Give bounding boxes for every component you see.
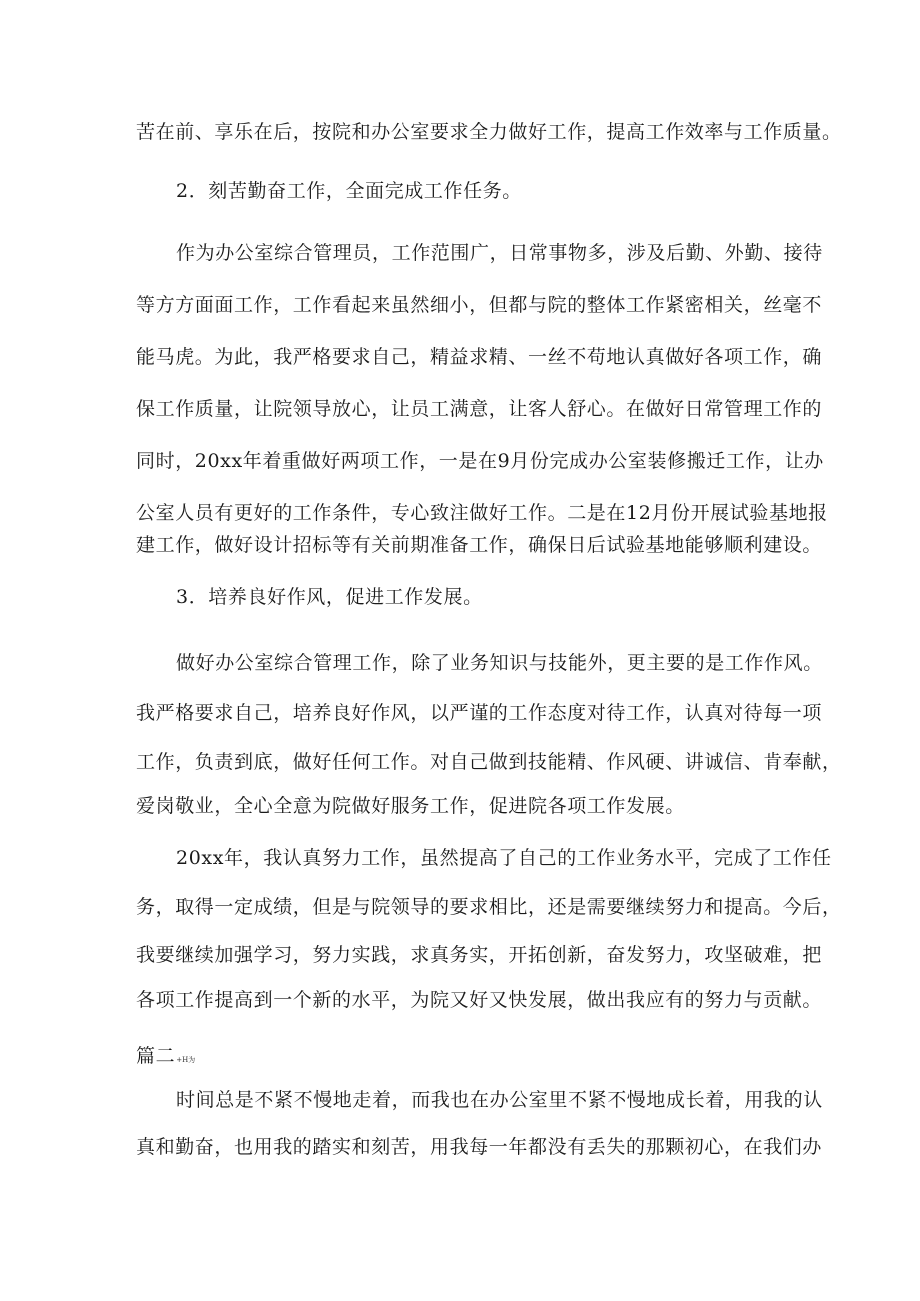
text-line-18: 各项工作提高到一个新的水平，为院又好又快发展，做出我应有的努力与贡献。: [136, 989, 823, 1011]
text-line-7: 同时，20xx年着重做好两项工作，一是在9月份完成办公室装修搬迁工作，让办: [136, 450, 824, 472]
text-line-4: 等方方面面工作，工作看起来虽然细小，但都与院的整体工作紧密相关，丝毫不: [136, 294, 823, 316]
text-line-6: 保工作质量，让院领导放心，让员工满意，让客人舒心。在做好日常管理工作的: [136, 398, 823, 420]
text-line-14: 爱岗敬业，全心全意为院做好服务工作，促进院各项工作发展。: [136, 795, 685, 817]
text-line-9: 建工作，做好设计招标等有关前期准备工作，确保日后试验基地能够顺利建设。: [136, 534, 823, 556]
text-line-12: 我严格要求自己，培养良好作风，以严谨的工作态度对待工作，认真对待每一项: [136, 702, 823, 724]
section-heading-text: 篇二: [136, 1045, 176, 1067]
text-line-16: 务，取得一定成绩，但是与院领导的要求相比，还是需要继续努力和提高。今后，: [136, 896, 842, 918]
text-line-8: 公室人员有更好的工作条件，专心致注做好工作。二是在12月份开展试验基地报: [136, 502, 828, 524]
text-line-13: 工作，负责到底，做好任何工作。对自己做到技能精、作风硬、讲诚信、肯奉献，: [136, 751, 842, 773]
text-line-21: 真和勤奋，也用我的踏实和刻苦，用我每一年都没有丢失的那颗初心，在我们办: [136, 1136, 823, 1158]
text-line-17: 我要继续加强学习，努力实践，求真务实，开拓创新，奋发努力，攻坚破难，把: [136, 944, 823, 966]
section-heading: [136, 1041, 796, 1071]
list-heading-3: 3．培养良好作风，促进工作发展。: [176, 586, 483, 608]
section-heading-suffix: +H为: [176, 1056, 196, 1064]
text-line-5: 能马虎。为此，我严格要求自己，精益求精、一丝不苟地认真做好各项工作，确: [136, 346, 823, 368]
text-line-3: 作为办公室综合管理员，工作范围广，日常事物多，涉及后勤、外勤、接待: [176, 242, 823, 264]
text-line-11: 做好办公室综合管理工作，除了业务知识与技能外，更主要的是工作作风。: [176, 652, 823, 674]
text-line-20: 时间总是不紧不慢地走着，而我也在办公室里不紧不慢地成长着，用我的认: [176, 1089, 823, 1111]
text-line-1: 苦在前、享乐在后，按院和办公室要求全力做好工作，提高工作效率与工作质量。: [136, 121, 842, 143]
text-line-15: 20xx年，我认真努力工作，虽然提高了自己的工作业务水平，完成了工作任: [176, 847, 832, 869]
list-heading-2: 2．刻苦勤奋工作，全面完成工作任务。: [176, 180, 522, 202]
